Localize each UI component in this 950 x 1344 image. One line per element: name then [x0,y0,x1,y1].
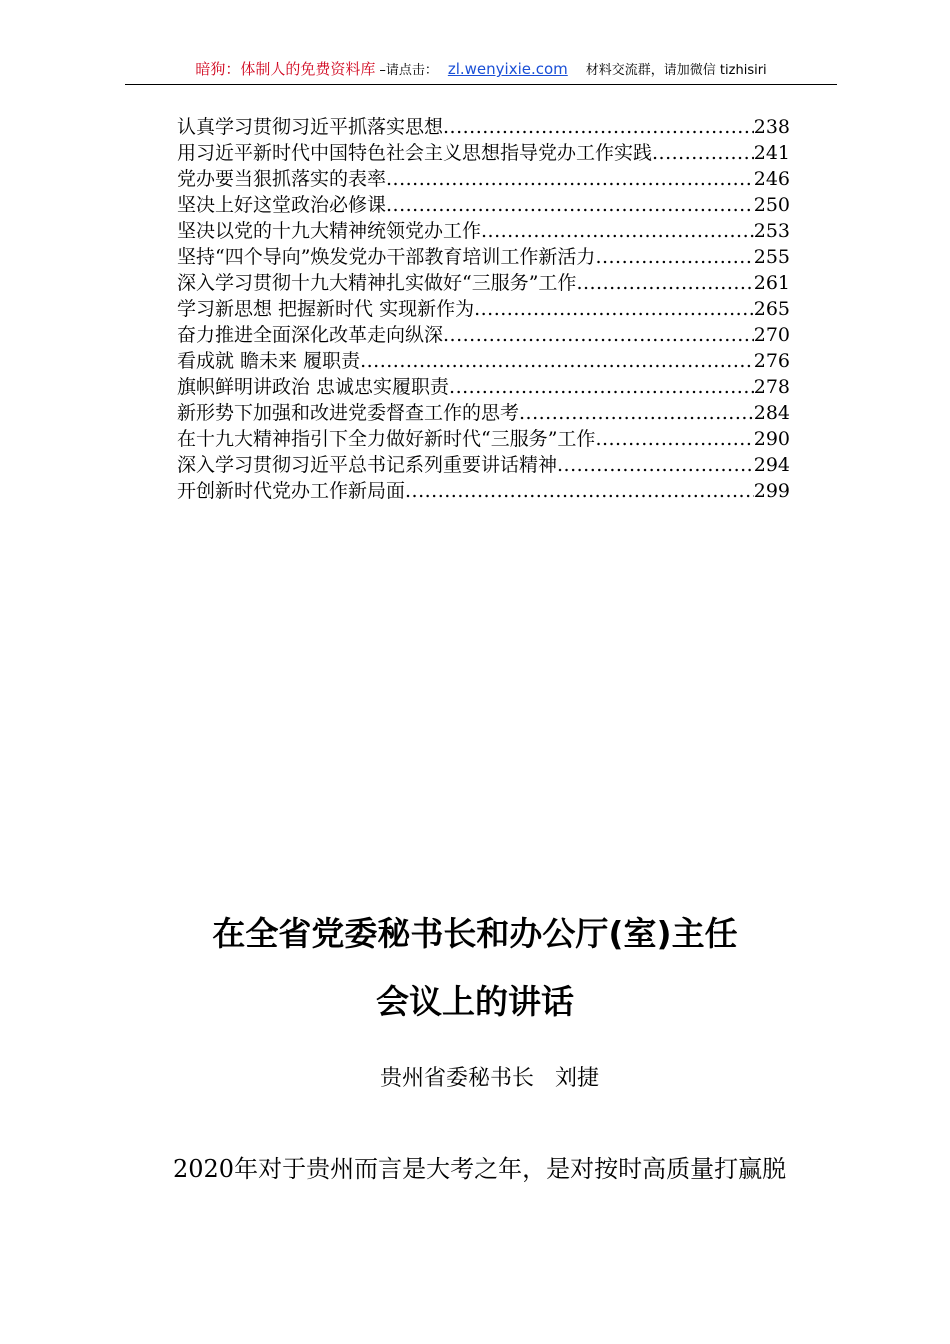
toc-entry-title: 坚决以党的十九大精神统领党办工作 [177,220,482,242]
toc-entry-title: 旗帜鲜明讲政治 忠诚忠实履职责 [177,376,450,398]
toc-entry-page: 294 [753,454,790,476]
document-title-line-1: 在全省党委秘书长和办公厅(室)主任 [212,914,738,953]
table-of-contents [177,114,790,504]
toc-entry[interactable] [177,296,790,322]
toc-entry[interactable] [177,452,790,478]
toc-entry-page: 270 [753,324,790,346]
toc-entry-title: 坚决上好这堂政治必修课 [177,194,387,216]
toc-leader-dots [595,426,753,452]
toc-entry-title: 坚持“四个导向”焕发党办干部教育培训工作新活力 [177,246,596,268]
toc-leader-dots [449,374,754,400]
toc-leader-dots [405,478,754,504]
header-prompt: –请点击： [379,63,438,78]
toc-leader-dots [360,348,754,374]
toc-entry[interactable] [177,270,790,296]
toc-entry[interactable] [177,218,790,244]
toc-entry-title: 开创新时代党办工作新局面 [177,480,406,502]
toc-leader-dots [652,140,754,166]
toc-entry[interactable] [177,322,790,348]
toc-entry[interactable] [177,244,790,270]
toc-entry-page: 255 [753,246,790,268]
toc-entry-page: 276 [753,350,790,372]
toc-leader-dots [386,192,754,218]
header-group-note: 材料交流群，请加微信 tizhisiri [585,63,767,78]
toc-entry[interactable] [177,400,790,426]
document-title-line-2: 会议上的讲话 [376,982,574,1021]
toc-leader-dots [595,244,753,270]
toc-entry-title: 深入学习贯彻十九大精神扎实做好“三服务”工作 [177,272,577,294]
toc-leader-dots [519,400,754,426]
toc-leader-dots [386,166,754,192]
toc-entry[interactable] [177,114,790,140]
toc-leader-dots [557,452,754,478]
toc-entry-page: 253 [753,220,790,242]
toc-leader-dots [474,296,754,322]
toc-entry-page: 299 [753,480,790,502]
toc-leader-dots [481,218,754,244]
header-link[interactable]: zl.wenyixie.com [447,60,568,78]
toc-entry-page: 261 [753,272,790,294]
toc-entry-page: 278 [753,376,790,398]
toc-entry[interactable] [177,348,790,374]
toc-entry-title: 新形势下加强和改进党委督查工作的思考 [177,402,520,424]
toc-entry-title: 用习近平新时代中国特色社会主义思想指导党办工作实践 [177,142,653,164]
toc-entry-page: 290 [753,428,790,450]
toc-entry[interactable] [177,166,790,192]
toc-entry[interactable] [177,478,790,504]
toc-entry-title: 看成就 瞻未来 履职责 [177,350,361,372]
toc-leader-dots [443,114,754,140]
toc-entry-title: 奋力推进全面深化改革走向纵深 [177,324,444,346]
toc-entry-title: 党办要当狠抓落实的表率 [177,168,387,190]
toc-entry-page: 241 [753,142,790,164]
toc-entry-title: 在十九大精神指引下全力做好新时代“三服务”工作 [177,428,596,450]
toc-entry[interactable] [177,192,790,218]
page-header [125,58,837,85]
header-brand: 暗狗：体制人的免费资料库 [195,60,376,78]
toc-entry[interactable] [177,374,790,400]
toc-entry-page: 246 [753,168,790,190]
toc-leader-dots [443,322,754,348]
toc-entry[interactable] [177,140,790,166]
toc-entry-page: 238 [753,116,790,138]
toc-entry-page: 250 [753,194,790,216]
toc-entry-page: 265 [753,298,790,320]
toc-leader-dots [576,270,753,296]
toc-entry[interactable] [177,426,790,452]
author-line: 贵州省委秘书长 刘捷 [380,1066,599,1091]
toc-entry-title: 认真学习贯彻习近平抓落实思想 [177,116,444,138]
body-paragraph: 2020年对于贵州而言是大考之年，是对按时高质量打赢脱 [173,1155,787,1183]
toc-entry-title: 深入学习贯彻习近平总书记系列重要讲话精神 [177,454,558,476]
toc-entry-page: 284 [753,402,790,424]
toc-entry-title: 学习新思想 把握新时代 实现新作为 [177,298,475,320]
